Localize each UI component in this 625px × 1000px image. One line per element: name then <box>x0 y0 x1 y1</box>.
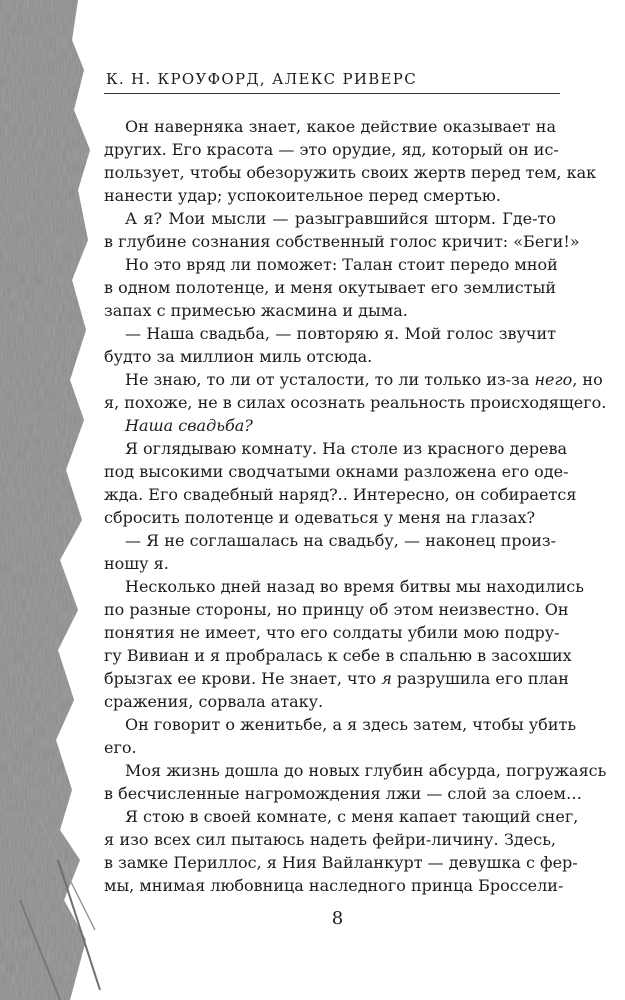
text-segment: сбросить полотенце и одеваться у меня на глазах? <box>104 508 536 527</box>
text-segment: под высокими сводчатыми окнами разложена его оде- <box>104 462 569 481</box>
text-line <box>104 828 556 851</box>
text-line <box>104 460 569 483</box>
text-line <box>104 598 569 621</box>
text-line <box>104 437 568 460</box>
text-line <box>104 115 556 138</box>
text-line <box>104 759 607 782</box>
text-segment: Он говорит о женитьбе, а я здесь затем, чтобы убить <box>125 715 577 734</box>
text-segment: ношу я. <box>104 554 169 573</box>
text-segment: я, похоже, не в силах осознать реальность происходящего. <box>104 393 607 412</box>
text-line <box>104 345 556 368</box>
text-line <box>104 184 556 207</box>
text-segment: мы, мнимая любовница наследного принца Броссели- <box>104 876 564 895</box>
text-line <box>104 782 582 805</box>
text-line <box>104 299 556 322</box>
text-line <box>104 253 556 276</box>
text-line <box>104 529 556 552</box>
running-head: К. Н. КРОУФОРД, АЛЕКС РИВЕРС <box>106 70 417 88</box>
header-rule <box>104 93 560 94</box>
italic-text: Наша свадьба? <box>125 416 253 435</box>
text-segment: разрушила его план <box>391 669 569 688</box>
text-segment: Я оглядываю комнату. На столе из красного дерева <box>125 439 568 458</box>
text-line <box>104 230 580 253</box>
text-segment: А я? Мои мысли — разыгравшийся шторм. Где-то <box>125 209 556 228</box>
text-segment: гу Вивиан и я пробралась к себе в спальню в засохших <box>104 646 572 665</box>
text-line <box>104 276 556 299</box>
italic-text: я <box>381 669 392 688</box>
text-segment: будто за миллион миль отсюда. <box>104 347 373 366</box>
body-text <box>104 115 607 897</box>
text-segment: нанести удар; успокоительное перед смертью. <box>104 186 501 205</box>
text-line <box>104 575 584 598</box>
text-segment: Я стою в своей комнате, с меня капает тающий снег, <box>125 807 579 826</box>
text-line <box>104 644 572 667</box>
text-segment: , но <box>572 370 603 389</box>
text-line <box>104 138 559 161</box>
text-line <box>104 621 560 644</box>
text-segment: в бесчисленные нагромождения лжи — слой за слоем… <box>104 784 582 803</box>
text-segment: других. Его красота — это орудие, яд, который он ис- <box>104 140 559 159</box>
text-segment: Несколько дней назад во время битвы мы находились <box>125 577 584 596</box>
text-segment: сражения, сорвала атаку. <box>104 692 324 711</box>
page-number-wrap <box>0 908 625 929</box>
text-segment: по разные стороны, но принцу об этом неизвестно. Он <box>104 600 569 619</box>
text-line <box>104 690 556 713</box>
text-segment: я изо всех сил пытаюсь надеть фейри-личину. Здесь, <box>104 830 556 849</box>
page-number: 8 <box>331 908 344 929</box>
italic-text: него <box>534 370 573 389</box>
text-line <box>104 805 579 828</box>
text-line <box>104 368 603 391</box>
text-segment: его. <box>104 738 137 757</box>
text-segment: брызгах ее крови. Не знает, что <box>104 669 382 688</box>
text-line <box>104 736 556 759</box>
text-segment: в глубине сознания собственный голос кричит: «Беги!» <box>104 232 580 251</box>
text-line <box>104 506 556 529</box>
text-line <box>104 161 597 184</box>
text-line <box>104 552 556 575</box>
text-segment: Не знаю, то ли от усталости, то ли только из-за <box>125 370 535 389</box>
text-line <box>104 667 569 690</box>
text-segment: в замке Периллос, я Ния Вайланкурт — девушка с фер- <box>104 853 578 872</box>
text-segment: запах с примесью жасмина и дыма. <box>104 301 408 320</box>
torn-edge-decoration <box>0 0 110 1000</box>
text-line <box>104 851 578 874</box>
text-segment: жда. Его свадебный наряд?.. Интересно, он собирается <box>104 485 577 504</box>
text-line <box>104 322 556 345</box>
text-segment: пользует, чтобы обезоружить своих жертв перед тем, как <box>104 163 597 182</box>
text-segment: — Я не соглашалась на свадьбу, — наконец произ- <box>125 531 556 550</box>
text-line <box>104 207 556 230</box>
text-segment: Моя жизнь дошла до новых глубин абсурда, погружаясь <box>125 761 607 780</box>
text-line <box>104 713 577 736</box>
text-line <box>104 414 556 437</box>
text-segment: в одном полотенце, и меня окутывает его землистый <box>104 278 556 297</box>
text-segment: Он наверняка знает, какое действие оказывает на <box>125 117 556 136</box>
text-segment: понятия не имеет, что его солдаты убили мою подру- <box>104 623 560 642</box>
text-segment: — Наша свадьба, — повторяю я. Мой голос звучит <box>125 324 556 343</box>
text-line <box>104 391 607 414</box>
text-segment: Но это вряд ли поможет: Талан стоит передо мной <box>125 255 558 274</box>
text-line <box>104 483 577 506</box>
text-line <box>104 874 564 897</box>
